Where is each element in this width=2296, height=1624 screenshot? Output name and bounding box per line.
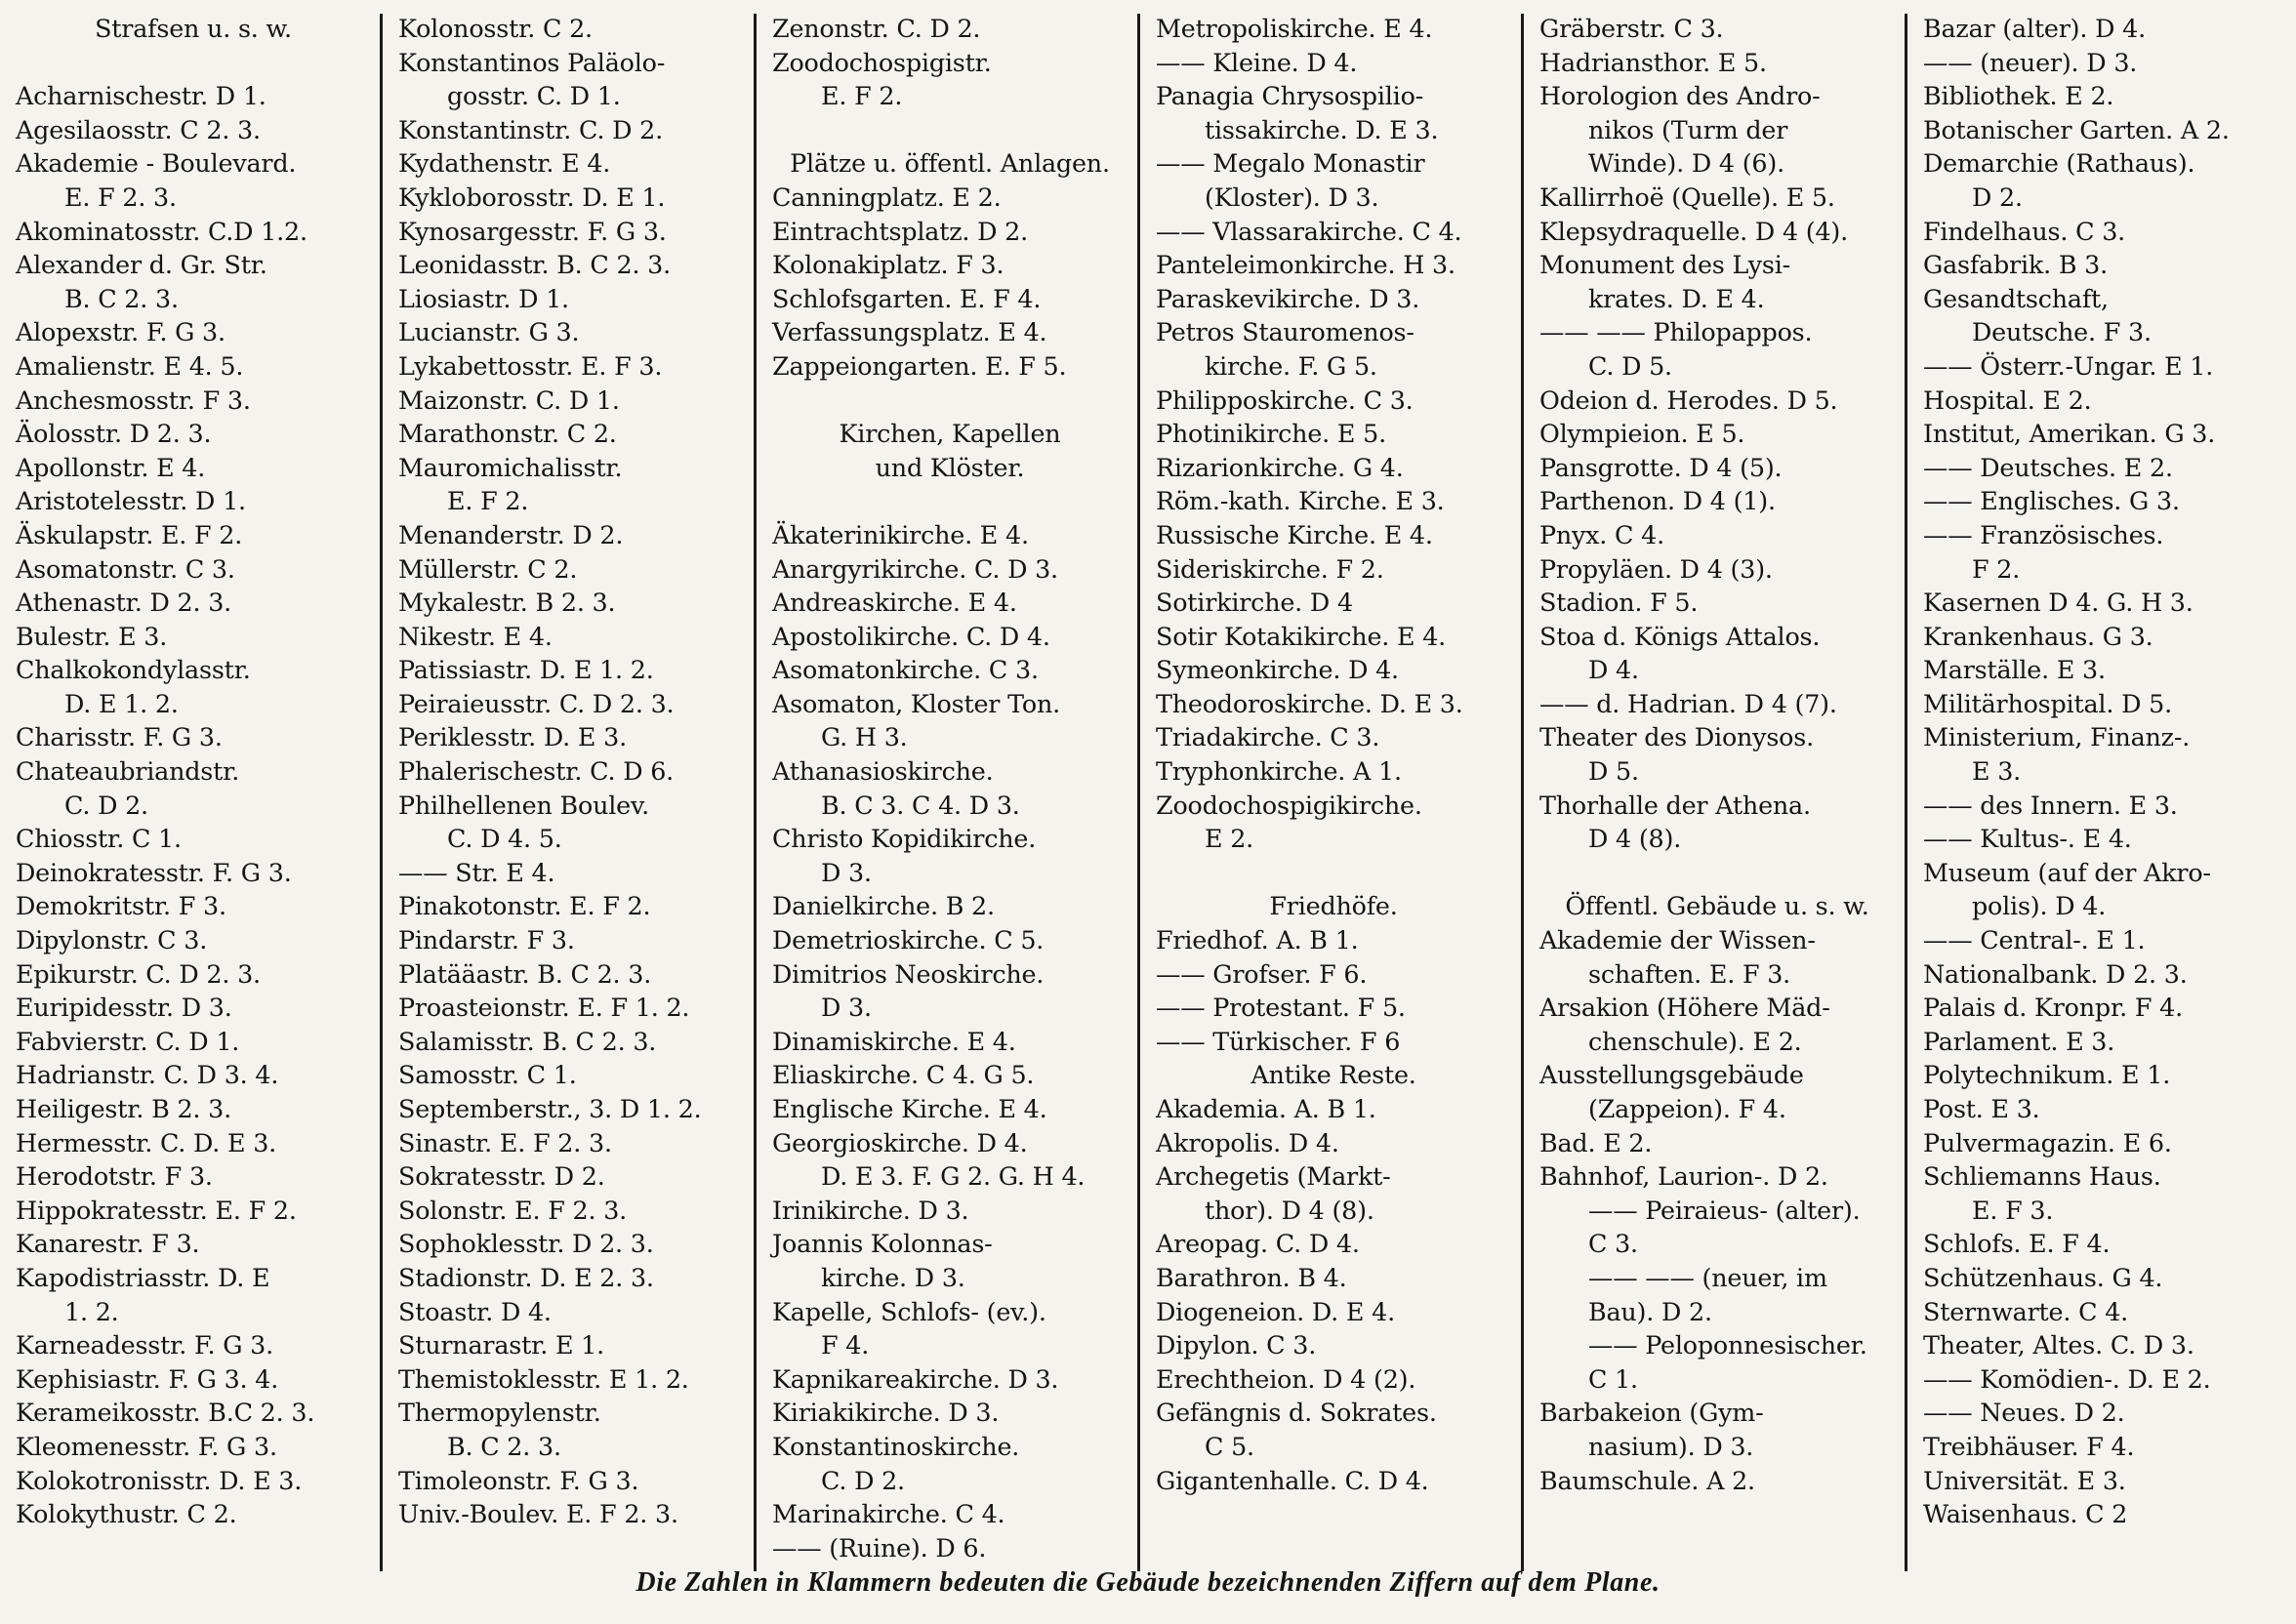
- index-entry: Sideriskirche. F 2.: [1156, 553, 1384, 584]
- index-entry: —— Megalo Monastir: [1156, 148, 1425, 179]
- index-entry: Marinakirche. C 4.: [772, 1499, 1005, 1529]
- index-entry: Anargyrikirche. C. D 3.: [772, 553, 1058, 584]
- index-entry: Fabvierstr. C. D 1.: [16, 1026, 240, 1056]
- index-entry: B. C 2. 3.: [447, 1431, 561, 1461]
- index-entry: Leonidasstr. B. C 2. 3.: [398, 250, 672, 280]
- index-entry: Zappeiongarten. E. F 5.: [772, 350, 1067, 381]
- index-entry: —— —— Philopappos.: [1539, 317, 1813, 347]
- index-entry: Pindarstr. F 3.: [398, 925, 575, 955]
- index-entry: Archegetis (Markt-: [1156, 1161, 1391, 1192]
- index-entry: Panagia Chrysospilio-: [1156, 81, 1424, 111]
- index-entry: Stoa d. Königs Attalos.: [1539, 621, 1821, 651]
- index-entry: Nationalbank. D 2. 3.: [1923, 958, 2188, 989]
- index-entry: kirche. F. G 5.: [1205, 350, 1377, 381]
- section-heading: Strafsen u. s. w.: [95, 14, 292, 43]
- index-entry: Periklesstr. D. E 3.: [398, 722, 627, 752]
- index-entry: Eintrachtsplatz. D 2.: [772, 216, 1028, 246]
- index-entry: Septemberstr., 3. D 1. 2.: [398, 1094, 702, 1123]
- index-entry: F 2.: [1972, 553, 2021, 584]
- index-entry: E 3.: [1972, 756, 2022, 787]
- index-entry: Verfassungsplatz. E 4.: [772, 317, 1047, 347]
- index-entry: Alopexstr. F. G 3.: [16, 317, 226, 347]
- index-entry: Eliaskirche. C 4. G 5.: [772, 1060, 1035, 1090]
- index-entry: Waisenhaus. C 2: [1923, 1499, 2128, 1529]
- index-entry: Olympieion. E 5.: [1539, 419, 1745, 449]
- index-entry: Demarchie (Rathaus).: [1923, 148, 2195, 179]
- index-entry: Asomatonstr. C 3.: [16, 553, 235, 584]
- index-entry: Theodoroskirche. D. E 3.: [1156, 688, 1463, 718]
- index-entry: Akademie - Boulevard.: [16, 148, 297, 179]
- index-entry: Deinokratesstr. F. G 3.: [16, 857, 292, 887]
- index-entry: Demetrioskirche. C 5.: [772, 925, 1045, 955]
- index-column-3: [757, 12, 1137, 1573]
- index-entry: (Kloster). D 3.: [1205, 182, 1379, 212]
- index-column-6: [1907, 12, 2296, 1573]
- index-entry: E. F 2. 3.: [64, 182, 177, 212]
- index-entry: Chalkokondylasstr.: [16, 655, 251, 685]
- index-entry: Barbakeion (Gym-: [1539, 1398, 1764, 1428]
- index-entry: Kynosargesstr. F. G 3.: [398, 216, 667, 246]
- index-entry: Acharnischestr. D 1.: [16, 81, 266, 111]
- index-entry: Asomaton, Kloster Ton.: [772, 688, 1060, 718]
- index-entry: C. D 2.: [821, 1465, 905, 1495]
- index-entry: Pulvermagazin. E 6.: [1923, 1127, 2172, 1157]
- index-entry: Patissiastr. D. E 1. 2.: [398, 655, 654, 685]
- index-entry: C 1.: [1588, 1363, 1638, 1394]
- index-entry: Gasfabrik. B 3.: [1923, 250, 2108, 280]
- index-entry: Deutsche. F 3.: [1972, 317, 2152, 347]
- index-entry: Demokritstr. F 3.: [16, 891, 226, 921]
- index-entry: Odeion d. Herodes. D 5.: [1539, 385, 1838, 415]
- index-entry: Nikestr. E 4.: [398, 621, 553, 651]
- index-entry: Themistoklesstr. E 1. 2.: [398, 1363, 689, 1394]
- index-entry: Akademia. A. B 1.: [1156, 1094, 1376, 1123]
- index-entry: Athanasioskirche.: [772, 756, 994, 787]
- index-entry: nikos (Turm der: [1588, 114, 1788, 144]
- index-entry: Kallirrhoë (Quelle). E 5.: [1539, 182, 1835, 212]
- index-entry: Kolonosstr. C 2.: [398, 14, 593, 43]
- index-entry: Parlament. E 3.: [1923, 1026, 2115, 1056]
- index-entry: —— Neues. D 2.: [1923, 1398, 2125, 1428]
- index-entry: Friedhof. A. B 1.: [1156, 925, 1359, 955]
- index-entry: Kapnikareakirche. D 3.: [772, 1363, 1059, 1394]
- index-entry: Amalienstr. E 4. 5.: [16, 350, 244, 381]
- index-entry: E. F 2.: [447, 486, 529, 516]
- index-entry: Aristotelesstr. D 1.: [16, 486, 246, 516]
- index-entry: Zoodochospigikirche.: [1156, 790, 1422, 820]
- spacer: [772, 484, 1128, 518]
- index-entry: gosstr. C. D 1.: [447, 81, 621, 111]
- index-entry: Kapodistriasstr. D. E: [16, 1262, 270, 1292]
- index-entry: Bazar (alter). D 4.: [1923, 14, 2146, 43]
- index-entry: Chateaubriandstr.: [16, 756, 240, 787]
- index-entry: Kydathenstr. E 4.: [398, 148, 611, 179]
- index-entry: Pansgrotte. D 4 (5).: [1539, 452, 1783, 482]
- index-entry: tissakirche. D. E 3.: [1205, 114, 1439, 144]
- index-entry: Erechtheion. D 4 (2).: [1156, 1363, 1416, 1394]
- index-entry: Klepsydraquelle. D 4 (4).: [1539, 216, 1849, 246]
- index-entry: Paraskevikirche. D 3.: [1156, 283, 1420, 313]
- spacer: [1156, 856, 1511, 890]
- index-entry: Museum (auf der Akro-: [1923, 857, 2211, 887]
- index-entry: Liosiastr. D 1.: [398, 283, 569, 313]
- index-entry: —— Grofser. F 6.: [1156, 958, 1368, 989]
- index-entry: —— des Innern. E 3.: [1923, 790, 2178, 820]
- index-entry: D 3.: [821, 993, 872, 1023]
- index-entry: C. D 2.: [64, 790, 148, 820]
- index-entry: Phalerischestr. C. D 6.: [398, 756, 675, 787]
- index-entry: Kykloborosstr. D. E 1.: [398, 182, 666, 212]
- index-entry: Dinamiskirche. E 4.: [772, 1026, 1016, 1056]
- index-entry: Botanischer Garten. A 2.: [1923, 114, 2230, 144]
- index-entry: Anchesmosstr. F 3.: [16, 385, 251, 415]
- index-entry: Athenastr. D 2. 3.: [16, 588, 232, 618]
- index-entry: Hadriansthor. E 5.: [1539, 47, 1767, 77]
- index-entry: Kleomenesstr. F. G 3.: [16, 1431, 277, 1461]
- index-entry: Äkaterinikirche. E 4.: [772, 519, 1029, 549]
- index-entry: Stadionstr. D. E 2. 3.: [398, 1262, 654, 1292]
- index-entry: Müllerstr. C 2.: [398, 553, 578, 584]
- index-entry: —— Peiraieus- (alter).: [1588, 1195, 1861, 1225]
- index-entry: nasium). D 3.: [1588, 1431, 1754, 1461]
- index-entry: Apollonstr. E 4.: [16, 452, 206, 482]
- index-entry: Konstantinos Paläolo-: [398, 47, 666, 77]
- index-entry: Arsakion (Höhere Mäd-: [1539, 993, 1830, 1023]
- index-entry: kirche. D 3.: [821, 1262, 965, 1292]
- index-entry: Barathron. B 4.: [1156, 1262, 1347, 1292]
- index-entry: Schützenhaus. G 4.: [1923, 1262, 2163, 1292]
- section-heading: und Klöster.: [875, 452, 1025, 482]
- index-entry: Peiraieusstr. C. D 2. 3.: [398, 688, 675, 718]
- index-entry: Pinakotonstr. E. F 2.: [398, 891, 651, 921]
- index-entry: Photinikirche. E 5.: [1156, 419, 1386, 449]
- index-entry: D 4 (8).: [1588, 824, 1682, 854]
- index-entry: Maizonstr. C. D 1.: [398, 385, 620, 415]
- index-entry: —— Österr.-Ungar. E 1.: [1923, 350, 2214, 381]
- index-entry: Gräberstr. C 3.: [1539, 14, 1724, 43]
- index-entry: Joannis Kolonnas-: [772, 1229, 993, 1259]
- index-entry: —— Französisches.: [1923, 519, 2164, 549]
- index-entry: C 3.: [1588, 1229, 1638, 1259]
- index-entry: —— Peloponnesischer.: [1588, 1330, 1867, 1360]
- index-entry: Sokratesstr. D 2.: [398, 1161, 605, 1192]
- index-entry: Polytechnikum. E 1.: [1923, 1060, 2171, 1090]
- index-entry: Kolokotronisstr. D. E 3.: [16, 1465, 303, 1495]
- index-entry: chenschule). E 2.: [1588, 1026, 1802, 1056]
- index-entry: Konstantinoskirche.: [772, 1431, 1020, 1461]
- index-entry: Areopag. C. D 4.: [1156, 1229, 1360, 1259]
- index-entry: Euripidesstr. D 3.: [16, 993, 232, 1023]
- section-heading: Kirchen, Kapellen: [839, 419, 1061, 449]
- index-entry: krates. D. E 4.: [1588, 283, 1765, 313]
- index-entry: C. D 5.: [1588, 350, 1672, 381]
- index-entry: Andreaskirche. E 4.: [772, 588, 1017, 618]
- index-entry: Menanderstr. D 2.: [398, 519, 624, 549]
- index-entry: schaften. E. F 3.: [1588, 958, 1791, 989]
- index-entry: Lucianstr. G 3.: [398, 317, 580, 347]
- index-entry: E. F 2.: [821, 81, 903, 111]
- section-heading: Öffentl. Gebäude u. s. w.: [1565, 891, 1869, 921]
- index-entry: B. C 3. C 4. D 3.: [821, 790, 1020, 820]
- index-column-2: [383, 12, 754, 1573]
- index-entry: Asomatonkirche. C 3.: [772, 655, 1039, 685]
- index-entry: Sturnarastr. E 1.: [398, 1330, 605, 1360]
- index-entry: Treibhäuser. F 4.: [1923, 1431, 2135, 1461]
- index-entry: Kolokythustr. C 2.: [16, 1499, 237, 1529]
- index-entry: Parthenon. D 4 (1).: [1539, 486, 1776, 516]
- index-entry: Krankenhaus. G 3.: [1923, 621, 2153, 651]
- index-entry: D 5.: [1588, 756, 1639, 787]
- index-entry: —— Central-. E 1.: [1923, 925, 2146, 955]
- index-entry: Salamisstr. B. C 2. 3.: [398, 1026, 657, 1056]
- index-entry: —— Kleine. D 4.: [1156, 47, 1358, 77]
- index-entry: Kapelle, Schlofs- (ev.).: [772, 1296, 1046, 1326]
- index-entry: Symeonkirche. D 4.: [1156, 655, 1399, 685]
- index-entry: Lykabettosstr. E. F 3.: [398, 350, 663, 381]
- index-entry: Heiligestr. B 2. 3.: [16, 1094, 231, 1123]
- index-entry: Winde). D 4 (6).: [1588, 148, 1784, 179]
- index-entry: Charisstr. F. G 3.: [16, 722, 223, 752]
- index-entry: Philipposkirche. C 3.: [1156, 385, 1414, 415]
- index-entry: C 5.: [1205, 1431, 1254, 1461]
- index-entry: G. H 3.: [821, 722, 908, 752]
- index-entry: polis). D 4.: [1972, 891, 2107, 921]
- index-entry: Hippokratesstr. E. F 2.: [16, 1195, 297, 1225]
- index-entry: Sinastr. E. F 2. 3.: [398, 1127, 612, 1157]
- index-column-4: [1140, 12, 1521, 1573]
- index-entry: Samosstr. C 1.: [398, 1060, 577, 1090]
- index-entry: Theater, Altes. C. D 3.: [1923, 1330, 2194, 1360]
- index-column-5: [1524, 12, 1905, 1573]
- index-entry: Danielkirche. B 2.: [772, 891, 995, 921]
- index-entry: Universität. E 3.: [1923, 1465, 2126, 1495]
- index-entry: D 2.: [1972, 182, 2023, 212]
- index-entry: Konstantinstr. C. D 2.: [398, 114, 663, 144]
- index-entry: Institut, Amerikan. G 3.: [1923, 419, 2216, 449]
- index-entry: Petros Stauromenos-: [1156, 317, 1414, 347]
- index-entry: Äskulapstr. E. F 2.: [16, 519, 243, 549]
- index-entry: D 4.: [1588, 655, 1639, 685]
- index-entry: Findelhaus. C 3.: [1923, 216, 2126, 246]
- index-entry: Sophoklesstr. D 2. 3.: [398, 1229, 654, 1259]
- index-entry: Marställe. E 3.: [1923, 655, 2106, 685]
- index-entry: Gesandtschaft,: [1923, 283, 2109, 313]
- index-entry: Zenonstr. C. D 2.: [772, 14, 981, 43]
- index-entry: Akropolis. D 4.: [1156, 1127, 1339, 1157]
- index-entry: Panteleimonkirche. H 3.: [1156, 250, 1456, 280]
- index-entry: D. E 1. 2.: [64, 688, 179, 718]
- index-entry: Metropoliskirche. E 4.: [1156, 14, 1433, 43]
- index-entry: Dipylonstr. C 3.: [16, 925, 208, 955]
- index-entry: Sotirkirche. D 4: [1156, 588, 1353, 618]
- index-entry: D 3.: [821, 857, 872, 887]
- index-entry: Ministerium, Finanz-.: [1923, 722, 2191, 752]
- index-entry: Hadrianstr. C. D 3. 4.: [16, 1060, 279, 1090]
- index-entry: 1. 2.: [64, 1296, 119, 1326]
- index-entry: Mauromichalisstr.: [398, 452, 623, 482]
- index-entry: Stoastr. D 4.: [398, 1296, 552, 1326]
- index-entry: Kephisiastr. F. G 3. 4.: [16, 1363, 279, 1394]
- index-entry: Mykalestr. B 2. 3.: [398, 588, 616, 618]
- index-entry: Bulestr. E 3.: [16, 621, 168, 651]
- index-entry: Schlofsgarten. E. F 4.: [772, 283, 1042, 313]
- index-entry: E. F 3.: [1972, 1195, 2054, 1225]
- index-entry: Propyläen. D 4 (3).: [1539, 553, 1773, 584]
- index-entry: Hermesstr. C. D. E 3.: [16, 1127, 277, 1157]
- index-entry: —— Vlassarakirche. C 4.: [1156, 216, 1462, 246]
- index-entry: Canningplatz. E 2.: [772, 182, 1002, 212]
- index-entry: Herodotstr. F 3.: [16, 1161, 213, 1192]
- index-entry: —— d. Hadrian. D 4 (7).: [1539, 688, 1837, 718]
- index-entry: Schlofs. E. F 4.: [1923, 1229, 2111, 1259]
- index-entry: Dipylon. C 3.: [1156, 1330, 1317, 1360]
- index-entry: Thermopylenstr.: [398, 1398, 601, 1428]
- index-entry: —— Str. E 4.: [398, 857, 555, 887]
- index-entry: Apostolikirche. C. D 4.: [772, 621, 1050, 651]
- index-entry: Philhellenen Boulev.: [398, 790, 649, 820]
- spacer: [16, 46, 371, 80]
- index-entry: Agesilaosstr. C 2. 3.: [16, 114, 261, 144]
- index-entry: Bibliothek. E 2.: [1923, 81, 2114, 111]
- index-entry: Christo Kopidikirche.: [772, 824, 1037, 854]
- index-entry: Tryphonkirche. A 1.: [1156, 756, 1402, 787]
- index-entry: Platääastr. B. C 2. 3.: [398, 958, 652, 989]
- index-entry: Kiriakikirche. D 3.: [772, 1398, 1000, 1428]
- index-entry: —— Protestant. F 5.: [1156, 993, 1406, 1023]
- index-entry: Bau). D 2.: [1588, 1296, 1712, 1326]
- index-entry: —— Türkischer. F 6: [1156, 1026, 1401, 1056]
- index-entry: Hospital. E 2.: [1923, 385, 2092, 415]
- index-entry: Rizarionkirche. G 4.: [1156, 452, 1404, 482]
- index-entry: Schliemanns Haus.: [1923, 1161, 2161, 1192]
- index-entry: Bad. E 2.: [1539, 1127, 1653, 1157]
- index-entry: Georgioskirche. D 4.: [772, 1127, 1028, 1157]
- section-heading: Friedhöfe.: [1269, 891, 1398, 921]
- index-entry: C. D 4. 5.: [447, 824, 562, 854]
- index-entry: F 4.: [821, 1330, 870, 1360]
- index-entry: Akominatosstr. C.D 1.2.: [16, 216, 308, 246]
- section-heading: Plätze u. öffentl. Anlagen.: [790, 148, 1110, 179]
- index-entry: Kanarestr. F 3.: [16, 1229, 200, 1259]
- index-entry: Dimitrios Neoskirche.: [772, 958, 1045, 989]
- index-entry: —— Komödien-. D. E 2.: [1923, 1363, 2211, 1394]
- index-entry: Äolosstr. D 2. 3.: [16, 419, 212, 449]
- index-entry: Sternwarte. C 4.: [1923, 1296, 2129, 1326]
- index-entry: —— Deutsches. E 2.: [1923, 452, 2173, 482]
- index-entry: Horologion des Andro-: [1539, 81, 1821, 111]
- section-heading: Antike Reste.: [1250, 1060, 1416, 1090]
- index-entry: D. E 3. F. G 2. G. H 4.: [821, 1161, 1086, 1192]
- index-entry: Kerameikosstr. B.C 2. 3.: [16, 1398, 315, 1428]
- index-entry: Englische Kirche. E 4.: [772, 1094, 1047, 1123]
- index-entry: Chiosstr. C 1.: [16, 824, 182, 854]
- index-entry: Epikurstr. C. D 2. 3.: [16, 958, 261, 989]
- index-entry: Univ.-Boulev. E. F 2. 3.: [398, 1499, 678, 1529]
- index-entry: Gigantenhalle. C. D 4.: [1156, 1465, 1429, 1495]
- index-entry: —— (neuer). D 3.: [1923, 47, 2138, 77]
- index-entry: Russische Kirche. E 4.: [1156, 519, 1433, 549]
- index-entry: Röm.-kath. Kirche. E 3.: [1156, 486, 1445, 516]
- index-entry: Akademie der Wissen-: [1539, 925, 1816, 955]
- index-entry: Baumschule. A 2.: [1539, 1465, 1755, 1495]
- index-entry: —— (Ruine). D 6.: [772, 1532, 987, 1563]
- index-entry: B. C 2. 3.: [64, 283, 179, 313]
- index-entry: Triadakirche. C 3.: [1156, 722, 1380, 752]
- spacer: [772, 384, 1128, 418]
- index-entry: Thorhalle der Athena.: [1539, 790, 1811, 820]
- index-entry: Kolonakiplatz. F 3.: [772, 250, 1004, 280]
- index-entry: thor). D 4 (8).: [1205, 1195, 1374, 1225]
- index-entry: Stadion. F 5.: [1539, 588, 1699, 618]
- index-entry: Timoleonstr. F. G 3.: [398, 1465, 639, 1495]
- spacer: [1539, 856, 1895, 890]
- index-entry: Solonstr. E. F 2. 3.: [398, 1195, 628, 1225]
- index-column-1: [0, 12, 381, 1573]
- index-entry: Proasteionstr. E. F 1. 2.: [398, 993, 690, 1023]
- index-entry: Gefängnis d. Sokrates.: [1156, 1398, 1437, 1428]
- footnote: Die Zahlen in Klammern bedeuten die Gebäude bezeichnenden Ziffern auf dem Plane.: [636, 1567, 1660, 1598]
- spacer: [772, 113, 1128, 147]
- index-entry: E 2.: [1205, 824, 1254, 854]
- index-entry: Pnyx. C 4.: [1539, 519, 1664, 549]
- index-entry: Theater des Dionysos.: [1539, 722, 1814, 752]
- index-entry: Alexander d. Gr. Str.: [16, 250, 267, 280]
- index-entry: Marathonstr. C 2.: [398, 419, 617, 449]
- index-entry: —— Englisches. G 3.: [1923, 486, 2180, 516]
- index-entry: Militärhospital. D 5.: [1923, 688, 2172, 718]
- index-entry: Diogeneion. D. E 4.: [1156, 1296, 1395, 1326]
- index-entry: Kasernen D 4. G. H 3.: [1923, 588, 2194, 618]
- index-entry: —— Kultus-. E 4.: [1923, 824, 2132, 854]
- index-entry: Bahnhof, Laurion-. D 2.: [1539, 1161, 1828, 1192]
- index-entry: Zoodochospigistr.: [772, 47, 992, 77]
- index-entry: Sotir Kotakikirche. E 4.: [1156, 621, 1447, 651]
- index-entry: Ausstellungsgebäude: [1539, 1060, 1804, 1090]
- index-entry: Karneadesstr. F. G 3.: [16, 1330, 273, 1360]
- index-entry: Monument des Lysi-: [1539, 250, 1790, 280]
- index-entry: (Zappeion). F 4.: [1588, 1094, 1786, 1123]
- index-entry: —— —— (neuer, im: [1588, 1262, 1827, 1292]
- index-entry: Irinikirche. D 3.: [772, 1195, 969, 1225]
- index-entry: Palais d. Kronpr. F 4.: [1923, 993, 2183, 1023]
- index-entry: Post. E 3.: [1923, 1094, 2040, 1123]
